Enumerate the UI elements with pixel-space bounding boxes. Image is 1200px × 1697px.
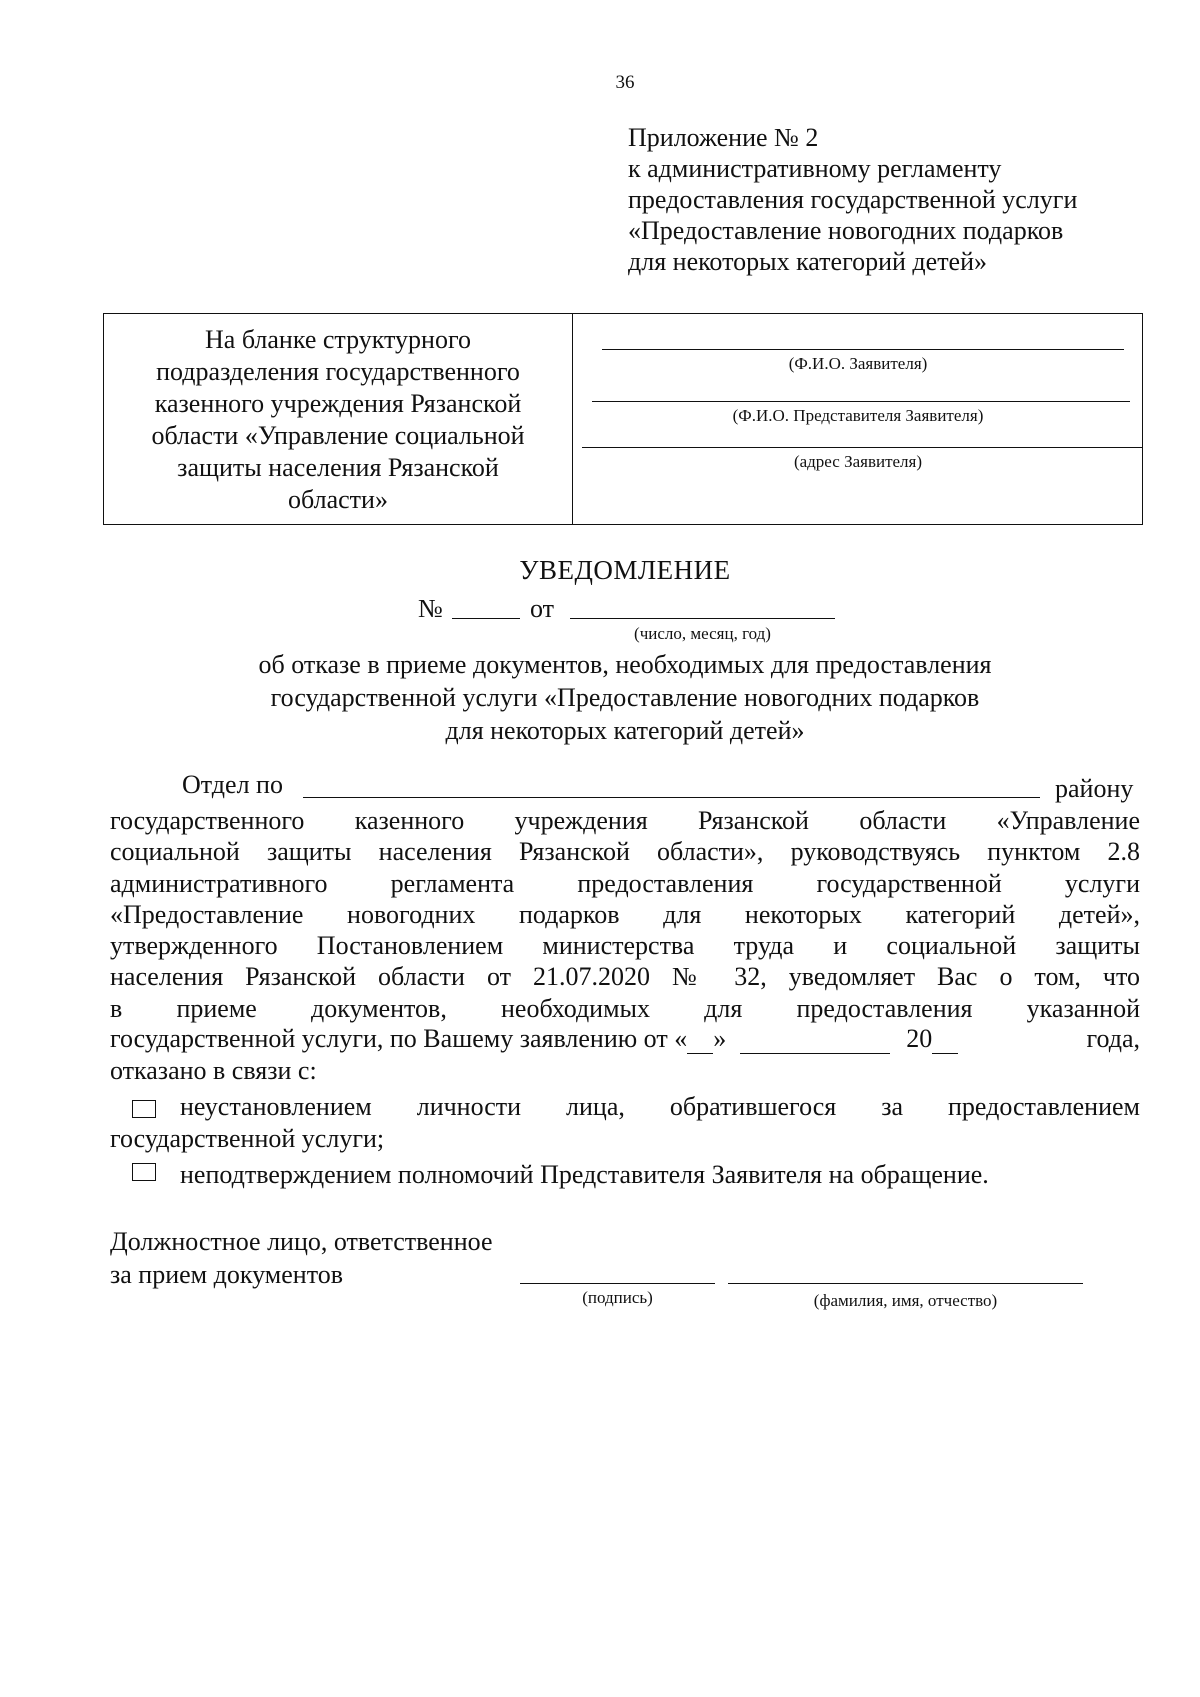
appendix-heading <box>628 122 1077 277</box>
district-word: району <box>1055 774 1134 803</box>
notice-date-field[interactable] <box>570 594 835 619</box>
notice-subtitle <box>0 648 1200 747</box>
official-line: за прием документов <box>110 1260 343 1289</box>
notice-title: УВЕДОМЛЕНИЕ <box>519 555 731 585</box>
representative-name-caption: (Ф.И.О. Представителя Заявителя) <box>732 406 984 425</box>
letterhead-line: области «Управление социальной <box>151 421 525 450</box>
reason-identity-text: неустановлением личности лица, обратившегося за предоставлением <box>180 1092 1140 1121</box>
signature-field[interactable] <box>520 1283 715 1284</box>
appendix-line: для некоторых категорий детей» <box>628 247 988 276</box>
application-year-prefix: 20 <box>906 1024 933 1053</box>
body-line: административного регламента предоставления государственной услуги <box>110 868 1140 898</box>
body-line: «Предоставление новогодних подарков для некоторых категорий детей», <box>110 899 1140 929</box>
application-day-field[interactable] <box>687 1033 713 1054</box>
number-sign: № <box>418 594 443 623</box>
district-field[interactable] <box>303 773 1040 798</box>
application-date-line <box>110 1024 1140 1054</box>
reason-authority-checkbox[interactable] <box>132 1163 156 1181</box>
appendix-line: предоставления государственной услуги <box>628 185 1078 214</box>
body-line: в приеме документов, необходимых для предоставления указанной <box>110 993 1140 1023</box>
appendix-line: к административному регламенту <box>628 154 1002 183</box>
date-caption: (число, месяц, год) <box>634 624 771 643</box>
reason-identity-checkbox[interactable] <box>132 1100 156 1118</box>
appendix-line: Приложение № 2 <box>628 123 819 152</box>
letterhead-line: области» <box>288 485 388 514</box>
body-line: населения Рязанской области от 21.07.2020 № 32, уведомляет Вас о том, что <box>110 962 1140 992</box>
letterhead-line: казенного учреждения Рязанской <box>154 389 522 418</box>
application-year-word: года, <box>1086 1024 1140 1053</box>
appendix-line: «Предоставление новогодних подарков <box>628 216 1064 245</box>
official-name-field[interactable] <box>728 1283 1083 1284</box>
application-month-field[interactable] <box>740 1033 890 1054</box>
refusal-intro: отказано в связи с: <box>110 1056 317 1085</box>
official-line: Должностное лицо, ответственное <box>110 1227 493 1256</box>
letterhead-line: защиты населения Рязанской <box>177 453 499 482</box>
official-title <box>110 1225 492 1291</box>
addressee-cell <box>574 314 1142 524</box>
applicant-name-caption: (Ф.И.О. Заявителя) <box>788 354 928 373</box>
reason-authority-text: неподтверждением полномочий Представителя Заявителя на обращение. <box>180 1160 989 1189</box>
subtitle-line: государственной услуги «Предоставление новогодних подарков <box>270 683 980 712</box>
representative-name-field[interactable] <box>592 401 1130 402</box>
applicant-name-field[interactable] <box>602 349 1124 350</box>
applicant-address-field[interactable] <box>582 447 1142 448</box>
letterhead-text <box>104 324 572 516</box>
page-number: 36 <box>615 72 635 93</box>
reason-identity-text-cont: государственной услуги; <box>110 1124 385 1153</box>
subtitle-line: для некоторых категорий детей» <box>445 716 805 745</box>
application-date-text: государственной услуги, по Вашему заявлению от « <box>110 1024 688 1053</box>
application-date-quote: » <box>713 1024 727 1053</box>
header-table <box>103 313 1143 525</box>
full-name-caption: (фамилия, имя, отчество) <box>813 1291 998 1310</box>
application-year-field[interactable] <box>932 1033 958 1054</box>
applicant-address-caption: (адрес Заявителя) <box>793 452 923 471</box>
department-label: Отдел по <box>182 770 283 799</box>
subtitle-line: об отказе в приеме документов, необходимых для предоставления <box>258 650 992 679</box>
letterhead-line: На бланке структурного <box>205 325 471 354</box>
notice-number-field[interactable] <box>452 594 520 619</box>
body-line: государственного казенного учреждения Рязанской области «Управление <box>110 806 1140 835</box>
body-line: социальной защиты населения Рязанской области», руководствуясь пунктом 2.8 <box>110 837 1140 867</box>
letterhead-cell <box>104 314 573 524</box>
letterhead-line: подразделения государственного <box>156 357 520 386</box>
body-line: утвержденного Постановлением министерства труда и социальной защиты <box>110 931 1140 961</box>
signature-caption: (подпись) <box>582 1288 653 1307</box>
from-word: от <box>530 594 555 623</box>
notice-body <box>110 805 1140 1024</box>
